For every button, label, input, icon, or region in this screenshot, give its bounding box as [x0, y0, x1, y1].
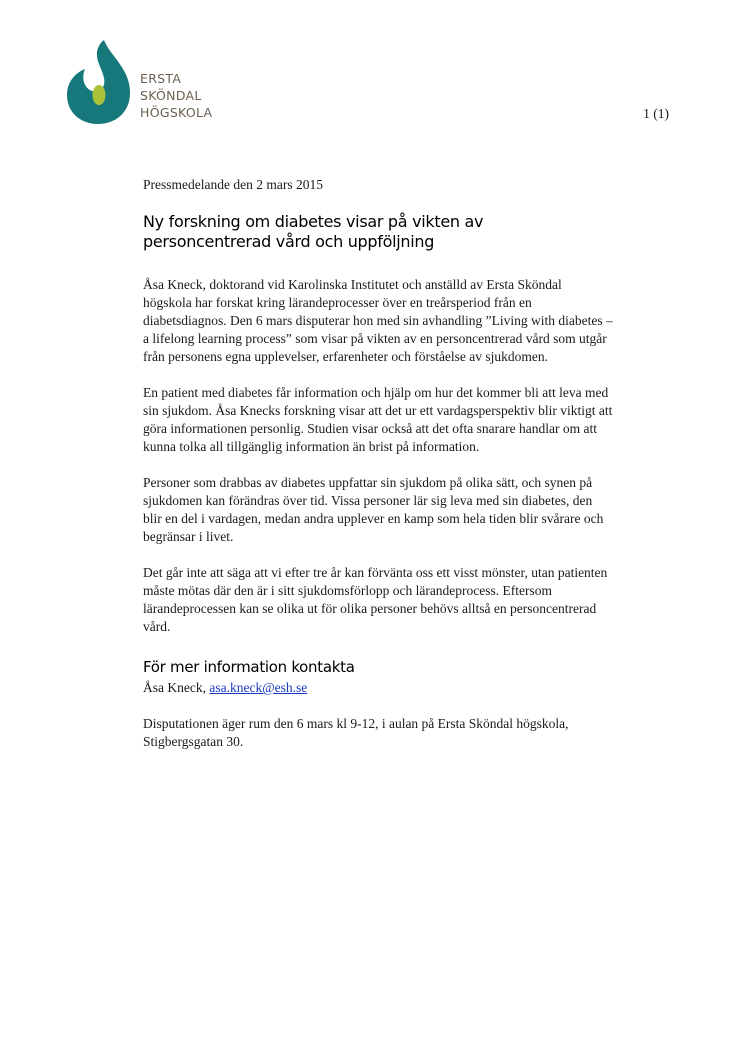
headline: Ny forskning om diabetes visar på vikten av personcentrerad vård och uppföljning [143, 212, 484, 251]
drop-logo-icon [64, 38, 134, 126]
contact-heading: För mer information kontakta [143, 658, 355, 676]
ersta-skondal-logo [64, 38, 244, 128]
press-release-body [143, 176, 613, 769]
contact-email-link[interactable]: asa.kneck@esh.se [209, 680, 308, 695]
logo-wordmark [140, 70, 212, 121]
logo-line-3: HÖGSKOLA [140, 105, 213, 120]
logo-line-2: SKÖNDAL [140, 88, 202, 103]
logo-line-1: ERSTA [140, 71, 182, 86]
paragraph-1: Åsa Kneck, doktorand vid Karolinska Institutet och anställd av Ersta Sköndal högskola har forskat kring lärandeprocesser över en treårsperiod från en diabetsdiagnos. Den 6 mars disputerar hon med sin avhandling ”Living with diabetes – a lifelong learning process” som visar på vikten av en personcentrerad vård som utgår från personens egna upplevelser, erfarenheter och förståelse av sjukdomen. [143, 277, 613, 364]
paragraph-2: En patient med diabetes får information och hjälp om hur det kommer bli att leva med sin sjukdom. Åsa Knecks forskning visar att det ur ett vardagsperspektiv blir viktigt att göra informationen personlig. Studien visar också att det ofta snarare handlar om att kunna tolka all tillgänglig information än brist på information. [143, 385, 613, 454]
paragraph-3: Personer som drabbas av diabetes uppfattar sin sjukdom på olika sätt, och synen på sjukdomen kan förändras över tid. Vissa personer lär sig leva med sin diabetes, den blir en del i vardagen, medan andra upplever en kamp som hela tiden blir svårare och begränsar i livet. [143, 475, 604, 544]
paragraph-4: Det går inte att säga att vi efter tre år kan förvänta oss ett visst mönster, utan patienten måste mötas där den är i sitt sjukdomsförlopp och lärandeprocess. Eftersom lärandeprocessen kan se olika ut för olika personer behövs alltså en personcentrerad vård. [143, 565, 608, 634]
contact-line [143, 679, 613, 697]
page-number: 1 (1) [643, 106, 669, 121]
closing-paragraph: Disputationen äger rum den 6 mars kl 9-12, i aulan på Ersta Sköndal högskola, Stigbergsgatan 30. [143, 716, 569, 749]
dateline: Pressmedelande den 2 mars 2015 [143, 177, 323, 192]
contact-name: Åsa Kneck, [143, 680, 210, 695]
